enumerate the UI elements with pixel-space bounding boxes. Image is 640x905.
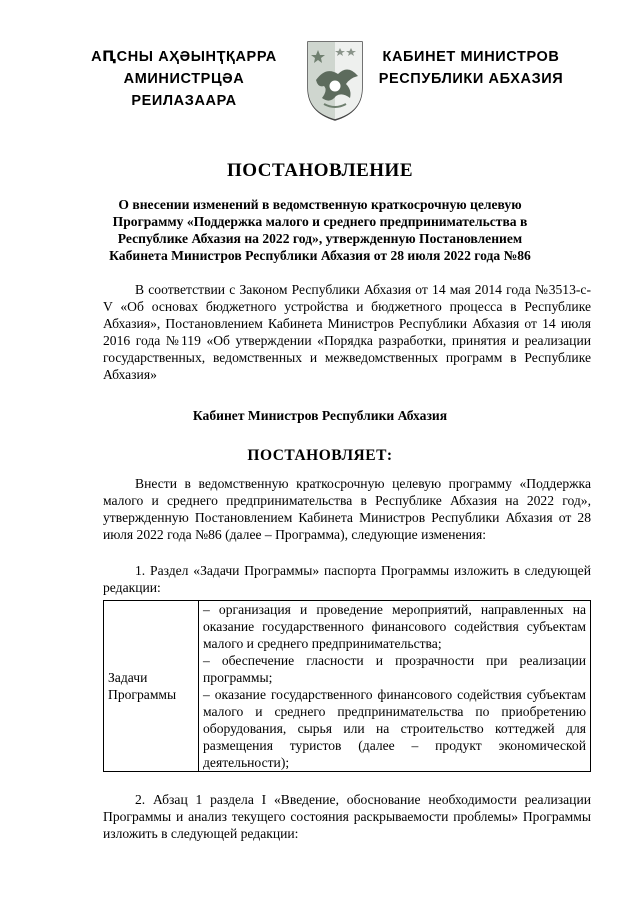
- task-item: – организация и проведение мероприятий, направленных на оказание государственного финансового содействия субъектам малого и среднего предпринимательства;: [203, 602, 586, 651]
- document-subject: О внесении изменений в ведомственную краткосрочную целевую Программу «Поддержка малого и среднего предпринимательства в Республике Абхазия на 2022 год», утвержденную Постановлением Кабинета Министров Республики Абхазия от 28 июля 2022 года №86: [109, 197, 531, 263]
- letterhead-abkhaz-line1: АԤСНЫ АҲӘЫНҬҚАРРА: [91, 49, 277, 65]
- issuer-heading: Кабинет Министров Республики Абхазия: [192, 408, 448, 423]
- letterhead-abkhaz-line2: АМИНИСТРЦӘА РЕИЛАЗААРА: [123, 71, 245, 109]
- task-item: – оказание государственного финансового содействия субъектам малого и среднего предпринимательства по приобретению оборудования, сырья или на строительство коттеджей для размещения туристов (далее – продукт экономической деятельности);: [203, 687, 586, 770]
- task-item: – обеспечение гласности и прозрачности при реализации программы;: [203, 653, 586, 685]
- letterhead-russian: [366, 46, 576, 90]
- program-tasks-table: [103, 600, 591, 772]
- table-label-cell: Задачи Программы: [104, 601, 199, 772]
- letterhead-russian-line1: КАБИНЕТ МИНИСТРОВ: [382, 49, 560, 65]
- item-2-paragraph: 2. Абзац 1 раздела I «Введение, обоснование необходимости реализации Программы и анализ текущего состояния раскрываемости проблемы» Программы изложить в следующей редакции:: [103, 792, 591, 841]
- abkhazia-coat-of-arms-icon: [306, 40, 364, 122]
- resolves-heading: ПОСТАНОВЛЯЕТ:: [247, 447, 393, 464]
- letterhead: [0, 40, 640, 120]
- intro-paragraph: Внести в ведомственную краткосрочную целевую программу «Поддержка малого и среднего предпринимательства в Республике Абхазия на 2022 год», утвержденную Постановлением Кабинета Министров Республики Абхазия от 28 июля 2022 года №86 (далее – Программа), следующие изменения:: [103, 476, 591, 542]
- letterhead-russian-line2: РЕСПУБЛИКИ АБХАЗИЯ: [378, 71, 564, 87]
- preamble-paragraph: В соответствии с Законом Республики Абхазия от 14 мая 2014 года №3513-с-V «Об основах бюджетного устройства и бюджетного процесса в Республике Абхазия», Постановлением Кабинета Министров Республики Абхазия от 14 июля 2016 года №119 «Об утверждении «Порядка разработки, принятия и реализации государственных, ведомственных и межведомственных программ в Республике Абхазия»: [103, 282, 591, 382]
- table-items-cell: [199, 601, 591, 772]
- table-row: [104, 601, 591, 772]
- document-title: ПОСТАНОВЛЕНИЕ: [226, 160, 414, 181]
- item-1-paragraph: 1. Раздел «Задачи Программы» паспорта Программы изложить в следующей редакции:: [103, 563, 591, 595]
- letterhead-abkhaz: [84, 46, 284, 112]
